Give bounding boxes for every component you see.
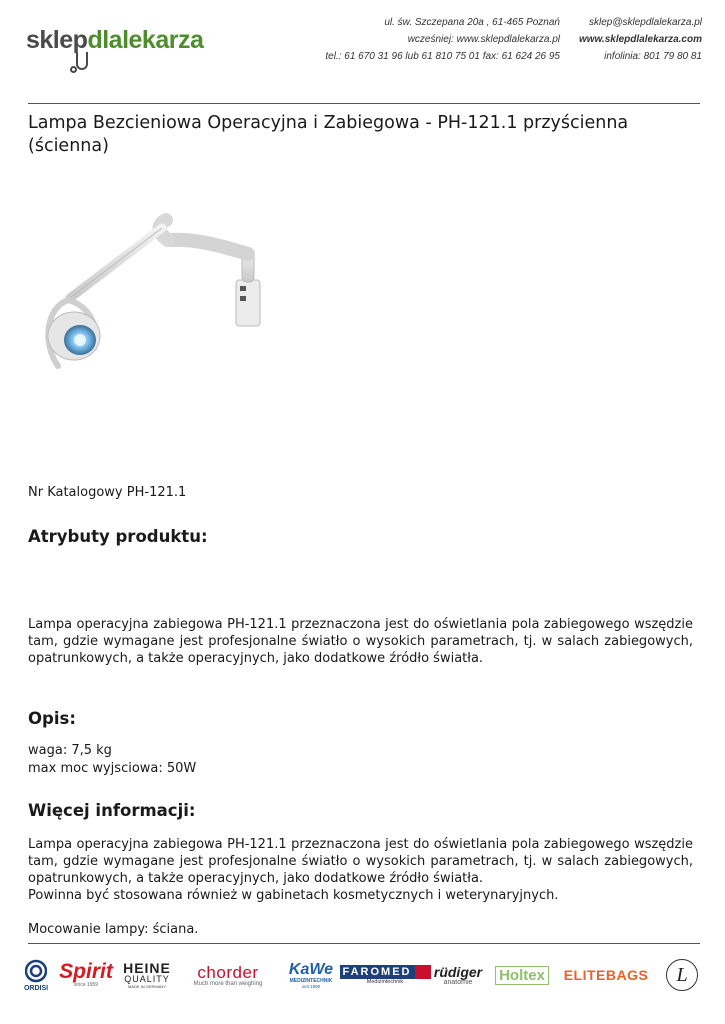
logo-part-sklep: sklep	[26, 26, 88, 54]
brand-rudiger-logo[interactable]: rüdiger anatomie	[433, 963, 483, 986]
brand-heine-logo[interactable]: HEINE QUALITY MADE IN GERMANY	[123, 960, 171, 989]
product-title: Lampa Bezcieniowa Operacyjna i Zabiegowa - PH-121.1 przyścienna (ścienna)	[28, 113, 629, 156]
brand-faromed-logo[interactable]: FAROMED Medizintechnik	[346, 950, 424, 1000]
more-info-usage: Powinna być stosowana również w gabinetach kosmetycznych i weterynaryjnych.	[28, 888, 559, 903]
brand-ordisi-logo[interactable]: ORDISI	[22, 950, 50, 1000]
contact-online-block	[562, 14, 702, 65]
previous-website: wcześniej: www.sklepdlalekarza.pl	[407, 34, 560, 45]
brand-chorder-logo[interactable]: chorder Much more than weighing	[193, 962, 263, 987]
description-heading: Opis:	[28, 709, 76, 728]
infoline: infolinia: 801 79 80 81	[604, 51, 702, 62]
brand-spirit-logo[interactable]: Spirit since 1959	[59, 960, 113, 988]
brand-elitebags-logo[interactable]: ELITEBAGS	[563, 967, 649, 983]
website-link[interactable]: www.sklepdlalekarza.com	[578, 34, 702, 45]
header-divider	[28, 103, 700, 104]
product-image	[28, 188, 288, 388]
attributes-text: Lampa operacyjna zabiegowa PH-121.1 przeznaczona jest do oświetlania pola zabiegowego wszędzie tam, gdzie wymagane jest profesjonalne światło o wysokich parametrach, tj. w salach zabiegowych, opatrunkowych, a także operacyjnych, jako dodatkowe źródło światła.	[28, 617, 693, 666]
stethoscope-chestpiece-icon	[70, 66, 77, 73]
brand-logos-strip	[22, 950, 704, 1000]
phone-numbers: tel.: 61 670 31 96 lub 61 810 75 01 fax: 61 624 26 95	[325, 51, 560, 62]
logo-part-dla: dla	[87, 26, 123, 54]
more-info-heading: Więcej informacji:	[28, 801, 196, 820]
footer-divider	[28, 943, 700, 944]
ordisi-swirl-icon	[25, 959, 47, 985]
stethoscope-icon	[76, 52, 88, 70]
more-info-text: Lampa operacyjna zabiegowa PH-121.1 przeznaczona jest do oświetlania pola zabiegowego wszędzie tam, gdzie wymagane jest profesjonalne światło o wysokich parametrach, tj. w salach zabiegowych, opatrunkowych, a także operacyjnych, jako dodatkowe źródło światła.	[28, 837, 693, 886]
contact-address-block	[322, 14, 560, 65]
brand-kawe-logo[interactable]: KaWe MEDIZINTECHNIK seit 1890	[288, 960, 334, 989]
catalog-number: Nr Katalogowy PH-121.1	[28, 485, 187, 500]
description-power: max moc wyjsciowa: 50W	[28, 761, 197, 776]
logo-part-lekarza: lekarza	[122, 26, 204, 54]
brand-littmann-logo[interactable]: L	[664, 950, 700, 1000]
page-header	[22, 8, 702, 88]
store-logo[interactable]	[26, 26, 203, 55]
address: ul. św. Szczepana 20a , 61-465 Poznań	[384, 17, 560, 28]
attributes-heading: Atrybuty produktu:	[28, 527, 208, 546]
mounting-info: Mocowanie lampy: ściana.	[28, 922, 199, 937]
description-weight: waga: 7,5 kg	[28, 743, 112, 758]
brand-holtex-logo[interactable]: Holtex	[492, 950, 552, 1000]
email-link[interactable]: sklep@sklepdlalekarza.pl	[589, 17, 702, 28]
